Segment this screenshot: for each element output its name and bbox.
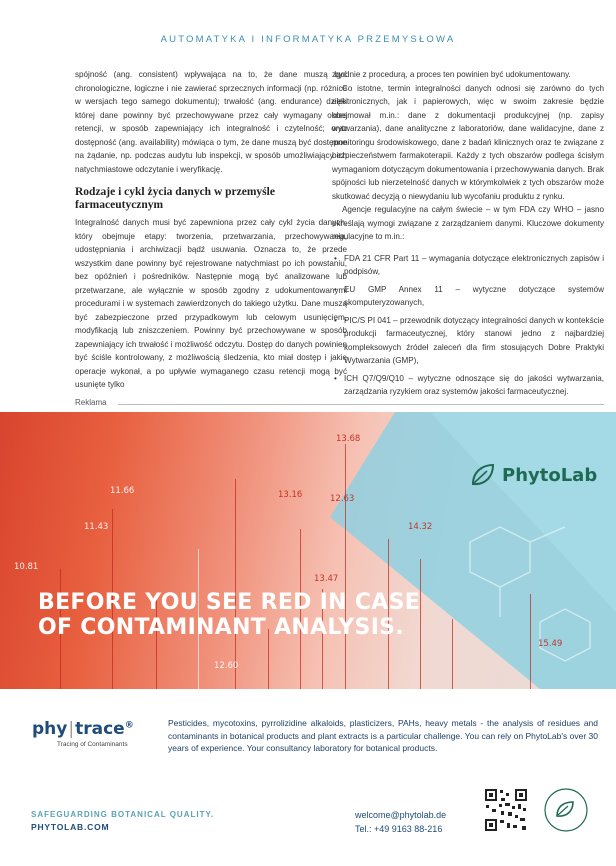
running-header: AUTOMATYKA I INFORMATYKA PRZEMYSŁOWA [160,34,456,45]
ad-headline [38,590,420,640]
qr-code-icon[interactable] [484,788,528,832]
contact-block [355,808,446,836]
headline-line: OF CONTAMINANT ANALYSIS. [38,615,404,640]
advertisement[interactable] [0,412,616,866]
paragraph: zgodnie z procedurą, a proces ten powinien być udokumentowany. [332,70,571,79]
chart-value: 15.49 [538,639,563,649]
paragraph: Co istotne, termin integralności danych odnosi się zarówno do tych elektronicznych, jak i papierowych, więc w swoim zakresie będzie obejmował m.in.: dane z dokumentacji produkcyjnej (np. zapisy wytwarzania), dane analityczne z laboratoriów, dane walidacyjne, dane z monitoringu środowiskowego, dane z badań klinicznych oraz te związane z bezpieczeństwem farmakoterapii. Każdy z tych obszarów podlega ścisłym wymaganiom dotyczącym dokumentowania i przechowywania danych. Brak spójności lub nierzetelność danych w którymkolwiek z tych obszarów może skutkować decyzją o niewydaniu lub wycofaniu produktu z rynku. [332,83,604,201]
nature-network-badge-icon [543,787,589,833]
divider [118,404,604,405]
phytrace-tagline: Tracing of Contaminants [57,741,128,748]
paragraph: Integralność danych musi być zapewniona przez cały cykl życia danych, który obejmuje etapy: tworzenia, przetwarzania, przechowywania, udostępniania i archiwizacji bądź usuwania. Oznacza to, że przede wszystkim dane powinny być rejestrowane natychmiast po ich powstaniu, bez opóźnień i pośredników. Następnie mogą być analizowane lub przetwarzane, ale wyłącznie w sposób zgodny z udokumentowanymi procedurami i w systemach zawierdzonych do takiego użytku. Dane muszą być zabezpieczone przed przypadkowym lub celowym usunięciem, modyfikacją lub zniszczeniem. Powinny być przechowywane w sposób zapewniający ich trwałość i możliwość odczytu. Dostęp do danych powinien być ściśle kontrolowany, z możliwością śledzenia, kto miał dostęp i jakie operacje wykonał, a po upływie wymaganego czasu retencji mogą być usunięte tylko [75,218,347,389]
ad-footer [0,689,616,866]
list-item: • EU GMP Annex 11 – wytyczne dotyczące systemów skomputeryzowanych, [344,283,604,310]
chart-value: 13.47 [314,574,339,584]
regulation-list [332,252,604,399]
list-item: • FDA 21 CFR Part 11 – wymagania dotyczące elektronicznych zapisów i podpisów, [344,252,604,279]
chart-value: 12.60 [214,661,239,671]
list-item: • ICH Q7/Q9/Q10 – wytyczne odnoszące się do jakości wytwarzania, zarządzania ryzykiem oraz systemów jakości farmaceutycznej. [344,372,604,399]
paragraph: spójność (ang. consistent) wpływająca na to, że dane muszą być chronologiczne, logiczne i nie zawierać sprzecznych informacji (np. różnice w wersjach tego samego dokumentu); trwałość (ang. endurance) dzięki której dane powinny być przechowywane przez cały wymagany okres retencji, w sposób zapewniający ich integralność i czytelność; oraz dostępność (ang. availability) mówiąca o tym, że dane muszą być dostępne na żądanie, np. podczas audytu lub inspekcji, w sposób umożliwiający ich natychmiastowe odczytanie i weryfikację. [75,70,347,174]
list-item: • PIC/S PI 041 – przewodnik dotyczący integralności danych w kontekście produkcji farmaceutycznej, który stanowi jedno z najbardziej kompleksowych źródeł zaleceń dla firm stosujących Dobre Praktyki Wytwarzania (GMP), [344,314,604,368]
phytrace-logo[interactable]: phy|trace® [32,719,134,739]
phytolab-logo[interactable] [470,462,597,488]
right-column [332,68,604,403]
chart-value: 14.32 [408,522,433,532]
ad-body-text: Pesticides, mycotoxins, pyrrolizidine alkaloids, plasticizers, PAHs, heavy metals - the analysis of residues and contaminants in botanical products and plant extracts is a particular challenge. You can rely on PhytoLab's over 30 years of experience. Your consultancy laboratory for botanical products. [168,718,598,753]
section-heading: Rodzaje i cykl życia danych w przemyśle farmaceutycznym [75,186,275,211]
headline-line: BEFORE YOU SEE RED IN CASE [38,590,421,615]
slogan: SAFEGUARDING BOTANICAL QUALITY. [31,810,215,819]
chart-value: 13.16 [278,490,303,500]
paragraph: Agencje regulacyjne na całym świecie – w tym FDA czy WHO – jasno określają wymogi związane z zarządzaniem danymi. Kluczowe dokumenty regulacyjne to m.in.: [332,205,604,241]
ad-label: Reklama [75,398,107,407]
logo-part: trace [75,719,125,739]
chart-value: 10.81 [14,562,39,572]
registered-mark: ® [124,720,134,731]
chart-value: 11.43 [84,522,109,532]
website-link[interactable]: PHYTOLAB.COM [31,822,110,832]
leaf-icon [470,462,496,488]
email-link[interactable]: welcome@phytolab.de [355,810,447,820]
phone-number: Tel.: +49 9163 88-216 [355,824,443,834]
ad-background-shape [0,412,616,689]
ad-image [0,412,616,689]
chart-value: 12.63 [330,494,355,504]
left-column [75,68,347,392]
brand-name: PhytoLab [502,464,598,486]
chart-value: 11.66 [110,486,135,496]
logo-part: phy [32,719,68,739]
chart-value: 13.68 [336,434,361,444]
